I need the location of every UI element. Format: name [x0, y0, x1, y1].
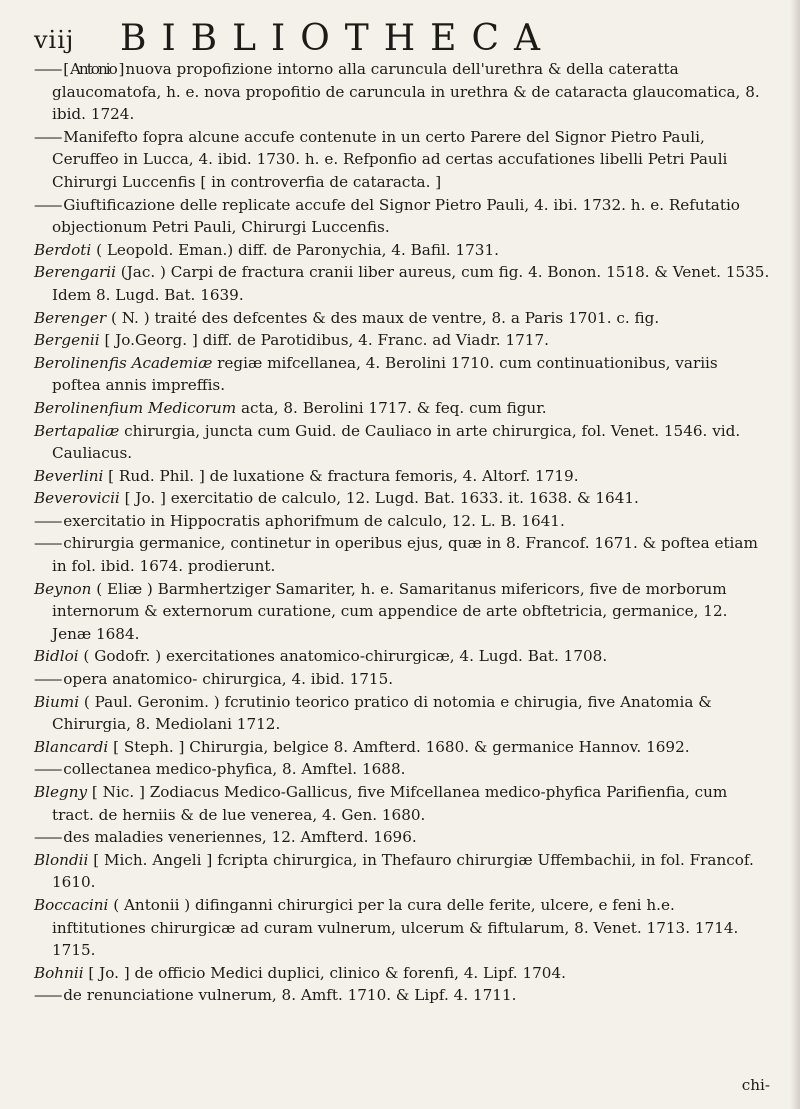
entry-author: Berolinenfium Medicorum — [34, 398, 237, 417]
entry-lead: —— — [34, 828, 64, 847]
entry-text: [ Jo. ] de officio Medici duplici, clinico & forenfi, 4. Lipf. 1704. — [83, 963, 566, 982]
bibliography-entry — [34, 329, 770, 352]
entry-text: ( Eliæ ) Barmhertziger Samariter, h. e. Samaritanus mifericors, five de morborum internorum & externorum curatione, cum appendice de arte obftetricia, germanice, 12. Jenæ 1684. — [52, 579, 728, 643]
bibliography-entry — [34, 758, 770, 781]
bibliography-entry — [34, 691, 770, 736]
entry-text: Manifefto fopra alcune accufe contenute in un certo Parere del Signor Pietro Pauli, Ceruffeo in Lucca, 4. ibid. 1730. h. e. Refponfio ad certas accufationes libelli Petri Pauli Chirurgi Luccenfis [ in controverfia de cataracta. ] — [52, 127, 728, 191]
entry-text: ( N. ) traité des defcentes & des maux de ventre, 8. a Paris 1701. c. fig. — [106, 308, 660, 327]
entry-text: ( Paul. Geronim. ) fcrutinio teorico pratico di notomia e chirugia, five Anatomia & Chirurgia, 8. Mediolani 1712. — [52, 692, 712, 734]
entry-lead: —— — [34, 534, 64, 553]
entry-author: Bohnii — [34, 963, 84, 982]
bibliography-entry — [34, 465, 770, 488]
bibliography-entry — [34, 962, 770, 985]
bibliography-entry — [34, 239, 770, 262]
entry-text: chirurgia germanice, continetur in operibus ejus, quæ in 8. Francof. 1671. & poftea etiam in fol. ibid. 1674. prodierunt. — [52, 534, 758, 576]
catchword: chi- — [741, 1076, 770, 1094]
bibliography-entry — [34, 826, 770, 849]
entry-author: Blondii — [34, 850, 89, 869]
entry-author: Bidloi — [34, 647, 79, 666]
entry-text: ( Leopold. Eman.) diff. de Paronychia, 4. Bafil. 1731. — [91, 240, 499, 259]
entry-text: [ Nic. ] Zodiacus Medico-Gallicus, five Mifcellanea medico-phyfica Parifienfia, cum tract. de herniis & de lue venerea, 4. Gen. 1680. — [52, 783, 728, 824]
entry-text: [ Jo.Georg. ] diff. de Parotidibus, 4. Franc. ad Viadr. 1717. — [99, 331, 549, 350]
entry-lead: —— — [34, 670, 64, 689]
entry-author: Beynon — [34, 579, 92, 598]
entry-lead: —— — [34, 986, 64, 1005]
entry-text: nuova propofizione intorno alla caruncula dell'urethra & della cateratta glaucomatofa, h. e. nova propofitio de caruncula in urethra & de cataracta glaucomatica, 8. ibid. 1724. — [52, 60, 760, 124]
entry-author: Berdoti — [34, 240, 92, 259]
entry-text: de renunciatione vulnerum, 8. Amft. 1710. & Lipf. 4. 1711. — [63, 986, 517, 1005]
entry-lead: —— — [34, 760, 64, 779]
entry-text: des maladies veneriennes, 12. Amfterd. 1696. — [63, 828, 417, 847]
entry-author: Boccacini — [34, 895, 109, 914]
bibliography-entry — [34, 487, 770, 510]
bibliography-entry — [34, 194, 770, 239]
entry-text: Giuftificazione delle replicate accufe del Signor Pietro Pauli, 4. ibi. 1732. h. e. Refutatio objectionum Petri Pauli, Chirurgi Luccenfis. — [52, 195, 740, 237]
entry-author: Bertapaliæ — [34, 421, 120, 440]
bibliography-entry — [34, 894, 770, 962]
page-number: viij — [34, 26, 75, 54]
entry-author: Beverovicii — [34, 489, 120, 508]
entry-text: [ Rud. Phil. ] de luxatione & fractura femoris, 4. Altorf. 1719. — [103, 466, 579, 485]
bibliography-entry — [34, 645, 770, 668]
entry-text: chirurgia, juncta cum Guid. de Cauliaco in arte chirurgica, fol. Venet. 1546. vid. Cauliacus. — [52, 421, 741, 463]
entry-lead: —— — [34, 127, 64, 146]
entry-lead: —— [ Antonio ] — [34, 60, 126, 78]
entry-lead: —— — [34, 511, 64, 530]
running-title: BIBLIOTHECA — [120, 18, 555, 59]
entry-author: Berenger — [34, 308, 107, 327]
entry-author: Berolinenfis Academiæ — [34, 353, 213, 372]
entry-text: regiæ mifcellanea, 4. Berolini 1710. cum continuationibus, variis poftea annis impreffis. — [52, 353, 718, 395]
entry-author: Blancardi — [34, 737, 109, 756]
entry-author: Bergenii — [34, 331, 100, 350]
bibliography-entry — [34, 984, 770, 1007]
entry-author: Blegny — [34, 783, 88, 801]
bibliography-entry — [34, 532, 770, 577]
bibliography-entry — [34, 510, 770, 533]
bibliography-entries — [34, 58, 770, 1007]
entry-lead: —— — [34, 195, 64, 214]
entry-text: [ Steph. ] Chirurgia, belgice 8. Amfterd. 1680. & germanice Hannov. 1692. — [108, 737, 690, 756]
bibliography-entry — [34, 126, 770, 194]
bibliography-entry — [34, 578, 770, 646]
bibliography-entry — [34, 849, 770, 894]
bibliography-entry — [34, 58, 770, 126]
entry-text: [ Jo. ] exercitatio de calculo, 12. Lugd. Bat. 1633. it. 1638. & 1641. — [119, 489, 639, 508]
page-edge-shadow — [790, 0, 800, 1109]
bibliography-entry — [34, 352, 770, 397]
entry-author: Berengarii — [34, 263, 116, 282]
entry-text: exercitatio in Hippocratis aphorifmum de calculo, 12. L. B. 1641. — [63, 511, 565, 530]
bibliography-entry — [34, 397, 770, 420]
page-header — [34, 18, 770, 58]
bibliography-entry — [34, 420, 770, 465]
entry-text: (Jac. ) Carpi de fractura cranii liber aureus, cum fig. 4. Bonon. 1518. & Venet. 1535. Idem 8. Lugd. Bat. 1639. — [52, 263, 770, 304]
entry-text: ( Antonii ) difinganni chirurgici per la cura delle ferite, ulcere, e feni h.e. inftitutiones chirurgicæ ad curam vulnerum, ulcerum & fiftularum, 8. Venet. 1713. 1714. 1715. — [52, 895, 739, 960]
bibliography-entry — [34, 736, 770, 759]
entry-author: Biumi — [34, 692, 80, 711]
bibliography-entry — [34, 781, 770, 826]
entry-author: Beverlini — [34, 466, 104, 485]
bibliography-entry — [34, 668, 770, 691]
entry-text: opera anatomico- chirurgica, 4. ibid. 1715. — [63, 670, 394, 689]
entry-text: collectanea medico-phyfica, 8. Amftel. 1688. — [63, 760, 406, 779]
entry-text: ( Godofr. ) exercitationes anatomico-chirurgicæ, 4. Lugd. Bat. 1708. — [78, 647, 608, 666]
bibliography-entry — [34, 307, 770, 330]
entry-text: [ Mich. Angeli ] fcripta chirurgica, in Thefauro chirurgiæ Uffembachii, in fol. Francof. 1610. — [52, 850, 754, 892]
entry-text: acta, 8. Berolini 1717. & feq. cum figur. — [236, 398, 547, 417]
bibliography-entry — [34, 261, 770, 306]
